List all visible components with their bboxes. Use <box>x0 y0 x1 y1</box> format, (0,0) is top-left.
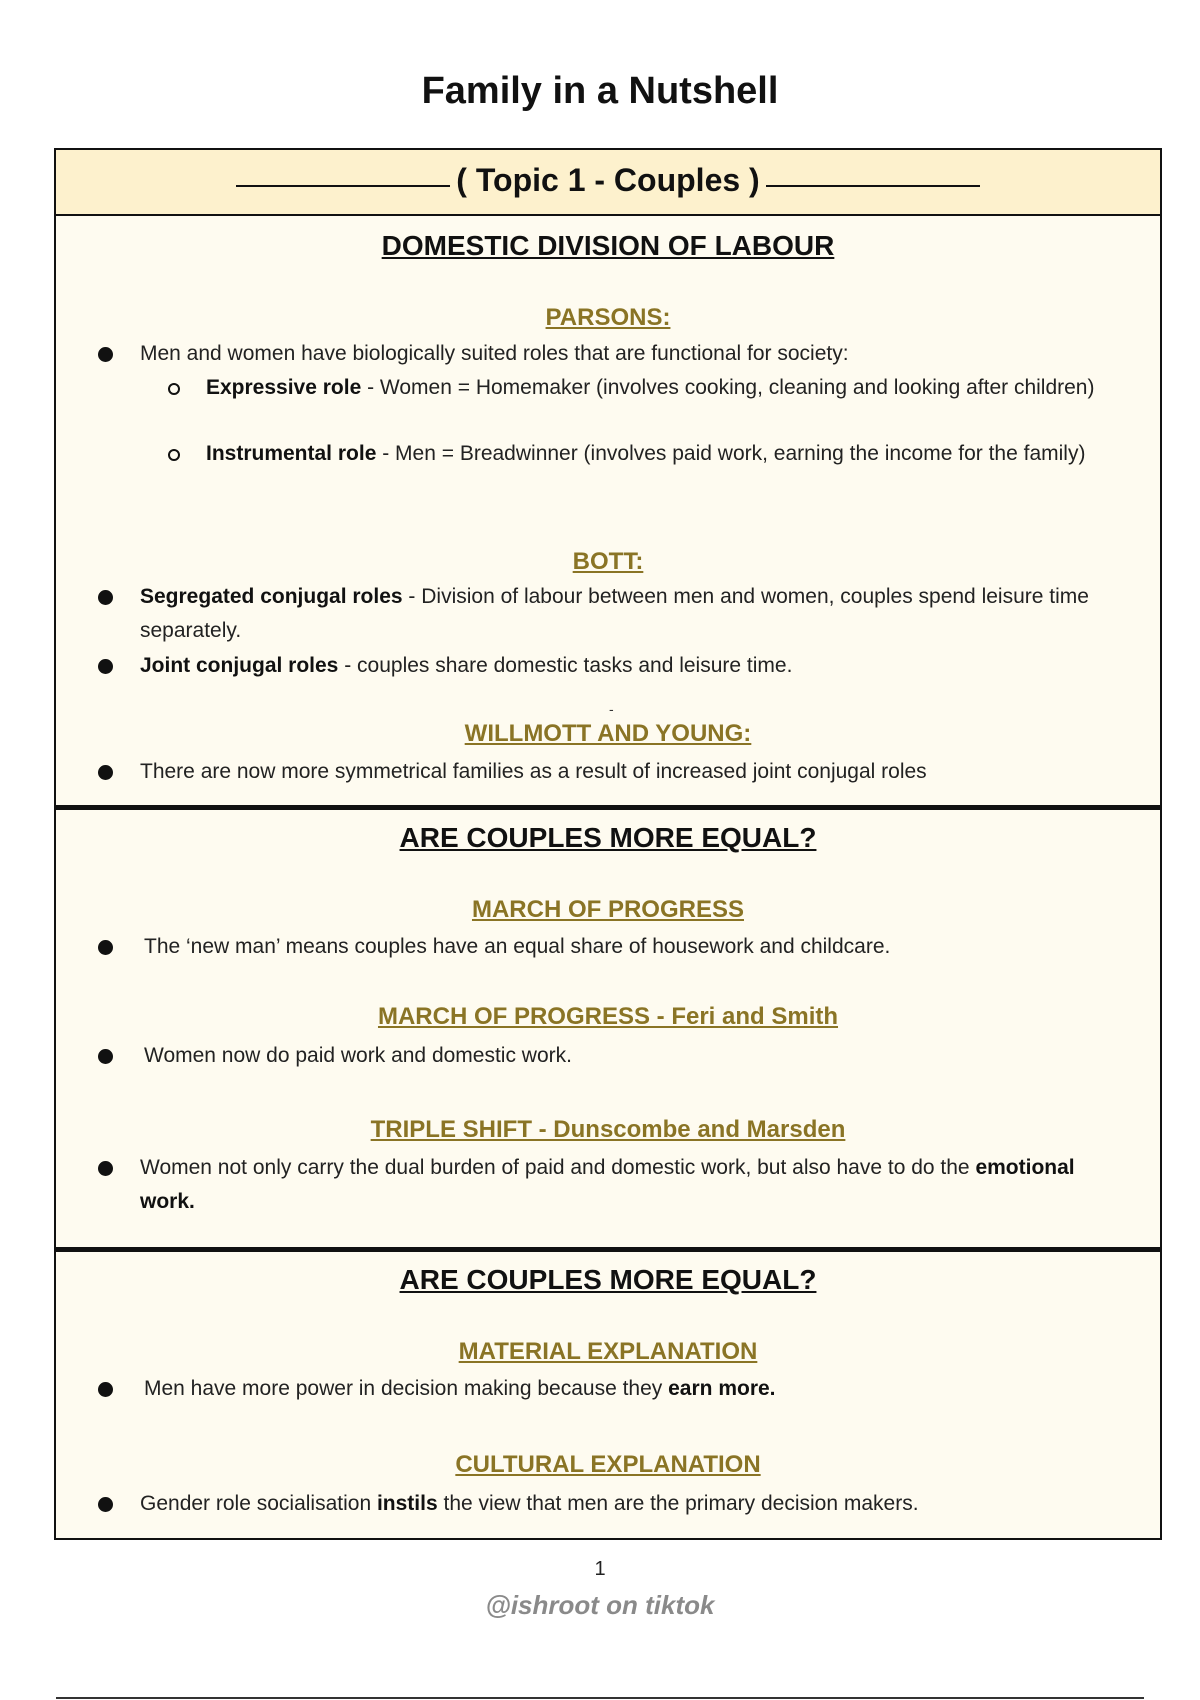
section-divider <box>56 1247 1160 1252</box>
bullet-dot <box>98 940 113 955</box>
topic-banner <box>56 150 1160 216</box>
cultural-text-post: the view that men are the primary decision makers. <box>437 1492 919 1515</box>
term-segregated-roles: Segregated conjugal roles <box>140 585 403 608</box>
stray-dash: - <box>609 701 614 717</box>
term-emotional-work: emotional work. <box>140 1156 1075 1213</box>
bullet-dot <box>98 1382 113 1397</box>
sub-bullet-ring <box>168 449 180 461</box>
bullet-dot <box>98 590 113 605</box>
bullet-parsons <box>98 337 1108 371</box>
subheading-willmott-young: WILLMOTT AND YOUNG: <box>464 720 752 747</box>
bullet-cultural <box>98 1487 1108 1521</box>
bullet-dot <box>98 1497 113 1512</box>
term-instrumental-role: Instrumental role <box>206 442 377 465</box>
bullet-dot <box>98 659 113 674</box>
material-text: Men have more power in decision making because they <box>144 1377 669 1400</box>
bullet-willmott <box>98 755 1108 789</box>
watermark: @ishroot on tiktok <box>485 1590 715 1620</box>
term-expressive-role: Expressive role <box>206 376 362 399</box>
subheading-material: MATERIAL EXPLANATION <box>458 1338 758 1365</box>
subheading-bott: BOTT: <box>572 548 644 575</box>
topic-rule-right <box>766 185 980 187</box>
content-frame <box>54 148 1162 1540</box>
page-number: 1 <box>594 1558 606 1580</box>
document-title: Family in a Nutshell <box>421 70 779 112</box>
bullet-new-man <box>98 930 1108 964</box>
subbullet-instrumental <box>166 438 1116 502</box>
subheading-march-of-progress: MARCH OF PROGRESS <box>471 896 744 923</box>
subheading-triple-shift: TRIPLE SHIFT - Dunscombe and Marsden <box>370 1116 846 1143</box>
segregated-roles-text: - Division of labour between men and women, couples spend leisure time separately. <box>140 585 1089 642</box>
section-heading-couples-equal-2: ARE COUPLES MORE EQUAL? <box>399 1264 817 1295</box>
section-divider <box>56 805 1160 810</box>
term-earn-more: earn more. <box>668 1377 776 1400</box>
subheading-parsons: PARSONS: <box>545 304 671 331</box>
bullet-text: Men and women have biologically suited roles that are functional for society: <box>140 342 849 365</box>
sub-bullet-ring <box>168 383 180 395</box>
bullet-joint <box>98 649 1108 683</box>
subbullet-expressive <box>166 372 1116 436</box>
instrumental-role-text: - Men = Breadwinner (involves paid work, earning the income for the family) <box>376 442 1086 465</box>
bullet-material <box>98 1372 1108 1406</box>
section-heading-domestic: DOMESTIC DIVISION OF LABOUR <box>381 230 835 261</box>
bullet-dot <box>98 765 113 780</box>
bullet-dot <box>98 1161 113 1176</box>
bullet-triple-shift <box>98 1151 1108 1219</box>
topic-title: ( Topic 1 - Couples ) <box>456 162 760 198</box>
bullet-text: The ‘new man’ means couples have an equal share of housework and childcare. <box>144 935 891 958</box>
subheading-cultural: CULTURAL EXPLANATION <box>455 1451 761 1478</box>
bullet-paid-domestic <box>98 1039 1108 1073</box>
bullet-segregated <box>98 580 1108 648</box>
cultural-text-pre: Gender role socialisation <box>140 1492 377 1515</box>
expressive-role-text: - Women = Homemaker (involves cooking, cleaning and looking after children) <box>361 376 1095 399</box>
bullet-text: There are now more symmetrical families as a result of increased joint conjugal roles <box>140 760 927 783</box>
bullet-text: Women now do paid work and domestic work. <box>144 1044 572 1067</box>
section-heading-couples-equal: ARE COUPLES MORE EQUAL? <box>399 822 817 853</box>
bottom-rule <box>56 1697 1144 1699</box>
bullet-dot <box>98 347 113 362</box>
triple-shift-text: Women not only carry the dual burden of paid and domestic work, but also have to do the <box>140 1156 976 1179</box>
subheading-feri-smith: MARCH OF PROGRESS - Feri and Smith <box>377 1003 839 1030</box>
joint-roles-text: - couples share domestic tasks and leisure time. <box>338 654 793 677</box>
term-joint-roles: Joint conjugal roles <box>140 654 339 677</box>
bullet-dot <box>98 1049 113 1064</box>
term-instils: instils <box>376 1492 438 1515</box>
